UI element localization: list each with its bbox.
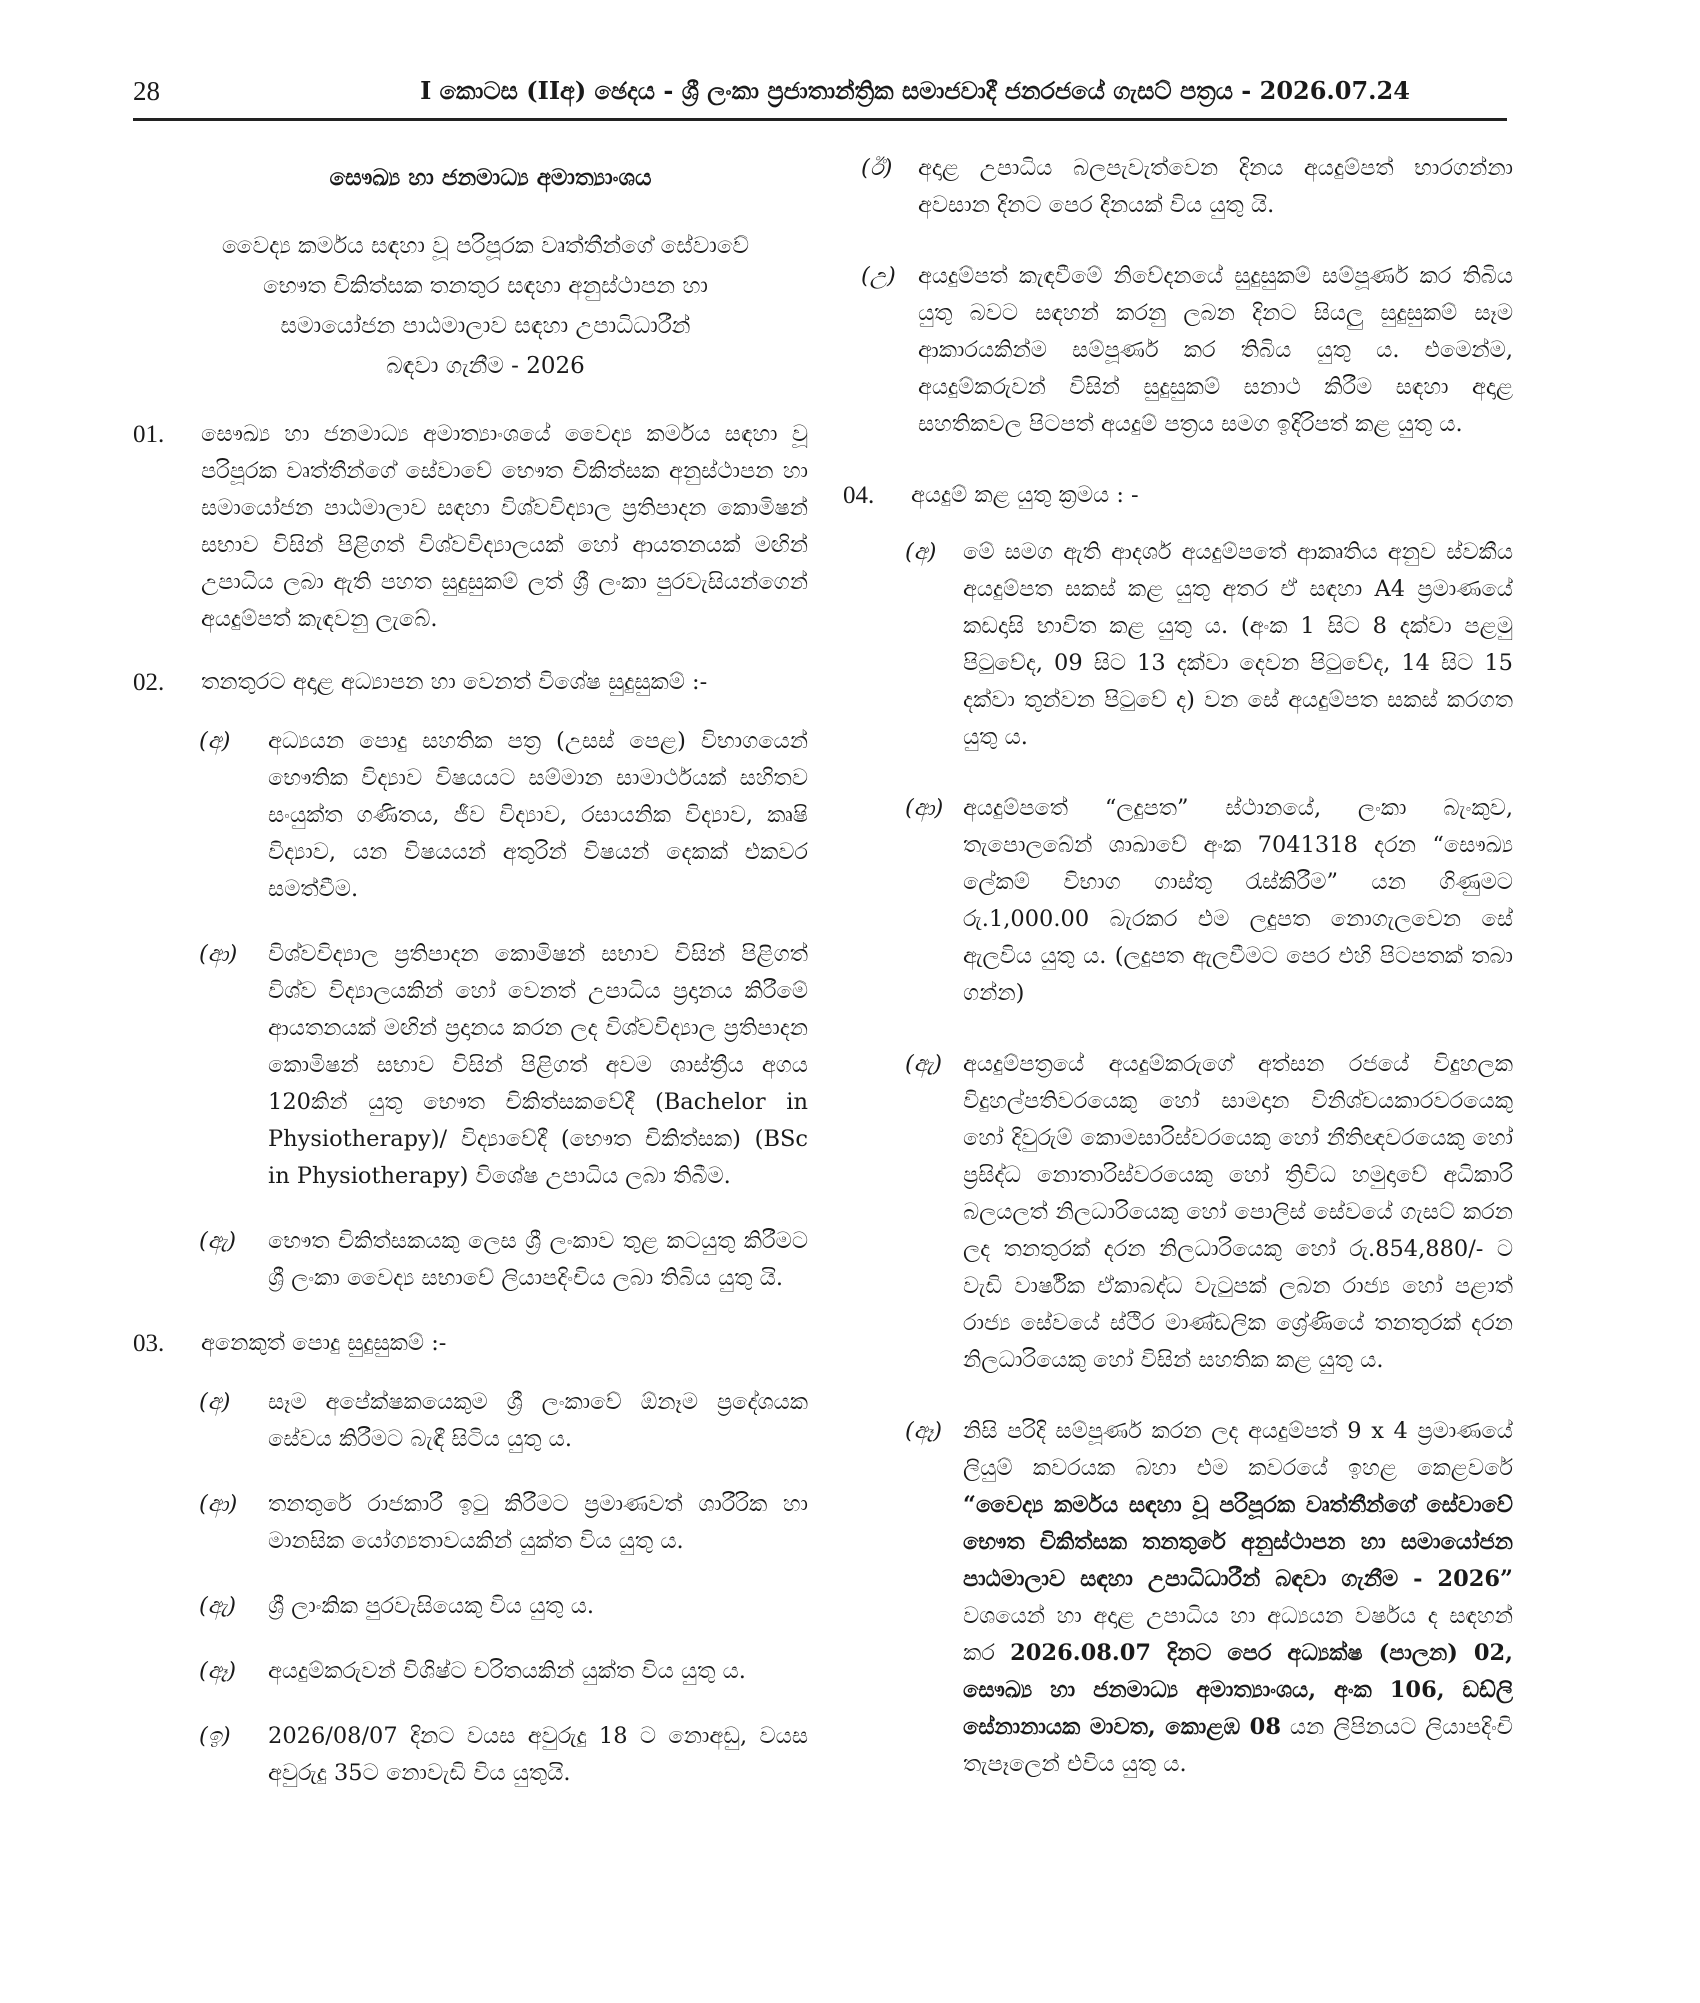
item-marker: (ආ) xyxy=(199,941,238,967)
item-text: අධ්‍යයන පොදු සහතික පත්‍ර (උසස් පෙළ) විභාගයෙන් භෞතික විද්‍යාව විෂයයට සම්මාන සාමාර්ථයක් සහිතව සංයුක්ත ගණිතය, ජීව විද්‍යාව, රසායනික විද්‍යාව, කෘෂි විද්‍යාව, යන විෂයයන් අතුරින් විෂයන් දෙකක් එකවර සමත්වීම. xyxy=(268,728,808,902)
section-04 xyxy=(843,477,1513,1783)
item-marker: (ඇ) xyxy=(199,1228,237,1254)
page-header xyxy=(133,72,1507,116)
item-marker: (උ) xyxy=(861,263,896,289)
section-heading: අයදුම් කළ යුතු ක්‍රමය : - xyxy=(911,482,1139,508)
page-number: 28 xyxy=(133,76,160,106)
item-text: 2026/08/07 දිනට වයස අවුරුදු 18 ට නොඅඩු, වයස අවුරුදු 35ට නොවැඩි විය යුතුයි. xyxy=(268,1723,808,1786)
section-03 xyxy=(133,1325,808,1792)
item-marker: (ආ) xyxy=(905,795,944,821)
left-column xyxy=(133,150,808,1820)
postal-address: 2026.08.07 දිනට පෙර අධ්‍යක්ෂ (පාලන) 02, සෞඛ්‍ය හා ජනමාධ්‍ය අමාත්‍යාංශය, අංක 106, ඩඩ්ලි සේනානායක මාවත, කොළඹ 08 xyxy=(963,1640,1514,1740)
section-02 xyxy=(133,664,808,1297)
list-item xyxy=(133,1384,808,1458)
right-column xyxy=(843,150,1513,1817)
item-text: තනතුරේ රාජකාරී ඉටු කිරීමට ප්‍රමාණවත් ශාරීරික හා මානසික යෝග්‍යතාවයකින් යුක්ත විය යුතු ය. xyxy=(268,1491,808,1554)
list-item xyxy=(843,534,1513,756)
notice-title-line: සමායෝජන පාඨමාලාව සඳහා උපාධිධාරීන් xyxy=(280,313,691,339)
list-item xyxy=(133,723,808,908)
list-item xyxy=(133,1718,808,1792)
list-item xyxy=(133,1223,808,1297)
item-marker: (ඈ) xyxy=(905,1418,943,1444)
item-marker: (ඇ) xyxy=(199,1593,237,1619)
envelope-caption: “වෛද්‍ය කර්මය සඳහා වූ පරිපූරක වෘත්තීන්ගේ සේවාවේ භෞත චිකිත්සක තනතුරේ අනුස්ථාපන හා සමායෝජන පාඨමාලාව සඳහා උපාධිධාරීන් බඳවා ගැනීම - 2026” xyxy=(963,1492,1513,1592)
notice-title xyxy=(133,226,808,386)
section-number: 01. xyxy=(133,421,165,448)
ministry-name: සෞඛ්‍ය හා ජනමාධ්‍ය අමාත්‍යාංශය xyxy=(329,164,652,191)
section-01 xyxy=(133,416,808,638)
item-text: අයදුම්පත් කැඳවීමේ නිවේදනයේ සුදුසුකම් සම්පූර්ණ කර තිබිය යුතු බවට සඳහන් කරනු ලබන දිනට සියලු සුදුසුකම් සෑම ආකාරයකින්ම සම්පූර්ණ කර තිබිය යුතු ය. එමෙන්ම, අයදුම්කරුවන් විසින් සුදුසුකම් සනාථ කිරීම සඳහා අදාළ සහතිකවල පිටපත් අයදුම් පත්‍රය සමග ඉදිරිපත් කළ යුතු ය. xyxy=(918,263,1513,437)
list-item xyxy=(133,1588,808,1625)
item-text: අයදුම්පතේ “ලදුපත” ස්ථානයේ, ලංකා බැංකුව, තැපොලබේන් ශාඛාවේ අංක 7041318 දරන “සෞඛ්‍ය ලේකම් විභාග ගාස්තු රැස්කිරීම” යන ගිණුමට රු.1,000.00 බැරකර එම ලදුපත නොගැලවෙන සේ ඇලවිය යුතු ය. (ලදුපත ඇලවීමට පෙර එහි පිටපතක් තබා ගන්න) xyxy=(963,795,1513,1006)
item-marker: (ඊ) xyxy=(861,155,893,181)
item-text: වශයෙන් හා අදාළ උපාධිය හා අධ්‍යයන වර්ෂය ද සඳහන් කර xyxy=(963,1603,1513,1666)
section-text: සෞඛ්‍ය හා ජනමාධ්‍ය අමාත්‍යාංශයේ වෛද්‍ය කර්මය සඳහා වූ පරිපූරක වෘත්තීන්ගේ සේවාවේ භෞත චිකිත්සක අනුස්ථාපන හා සමායෝජන පාඨමාලාව සඳහා විශ්වවිද්‍යාල ප්‍රතිපාදන කොමිෂන් සභාව විසින් පිළිගත් විශ්වවිද්‍යාලයක් හෝ ආයතනයක් මඟින් උපාධිය ලබා ඇති පහත සුදුසුකම් ලත් ශ්‍රී ලංකා පුරවැසියන්ගෙන් අයදුම්පත් කැඳවනු ලැබේ. xyxy=(201,421,808,632)
list-item xyxy=(133,1653,808,1690)
list-item xyxy=(843,258,1513,443)
item-marker: (අ) xyxy=(905,539,937,565)
item-text: අයදුම්පත්‍රයේ අයදුම්කරුගේ අත්සන රජයේ විදුහලක විදුහල්පතිවරයෙකු හෝ සාමදාන විනිශ්චයකාරවරයෙකු හෝ දිවුරුම් කොමසාරිස්වරයෙකු හෝ නීතිඥවරයෙකු හෝ ප්‍රසිද්ධ නොතාරිස්වරයෙකු හෝ ත්‍රිවිධ හමුදාවේ අධිකාරි බලයලත් නිලධාරියෙකු හෝ පොලිස් සේවයේ ගැසට් කරන ලද තනතුරක් දරන නිලධාරියෙකු හෝ රු.854,880/- ට වැඩි වාර්ෂික ඒකාබද්ධ වැටුපක් ලබන රාජ්‍ය හෝ පළාත් රාජ්‍ය සේවයේ ස්ථිර මාණ්ඩලික ශ්‍රේණියේ තනතුරක් දරන නිලධාරියෙකු හෝ විසින් සහතික කළ යුතු ය. xyxy=(963,1051,1513,1373)
section-number: 04. xyxy=(843,482,875,509)
list-item xyxy=(133,1486,808,1560)
item-text: යන ලිපිනයට ලියාපදිංචි තැපෑලෙන් එවිය යුතු ය. xyxy=(963,1714,1513,1777)
list-item xyxy=(843,790,1513,1012)
item-marker: (ආ) xyxy=(199,1491,238,1517)
item-marker: (ඈ) xyxy=(199,1658,237,1684)
notice-title-line: භෞත චිකිත්සක තනතුර සඳහා අනුස්ථාපන හා xyxy=(263,273,708,299)
section-heading: අනෙකුත් පොදු සුදුසුකම් :- xyxy=(201,1330,447,1356)
header-rule xyxy=(133,118,1507,121)
item-text: ශ්‍රී ලාංකික පුරවැසියෙකු විය යුතු ය. xyxy=(268,1593,595,1619)
item-text: අදාළ උපාධිය බලපැවැත්වෙන දිනය අයදුම්පත් භාරගන්නා අවසාන දිනට පෙර දිනයක් විය යුතු යි. xyxy=(918,155,1513,218)
item-text: භෞත චිකිත්සකයකු ලෙස ශ්‍රී ලංකාව තුළ කටයුතු කිරීමට ශ්‍රී ලංකා වෛද්‍ය සභාවේ ලියාපදිංචිය ලබා තිබිය යුතු යි. xyxy=(268,1228,808,1291)
item-text: සෑම අපේක්ෂකයෙකුම ශ්‍රී ලංකාවේ ඕනෑම ප්‍රදේශයක සේවය කිරීමට බැඳී සිටිය යුතු ය. xyxy=(268,1389,808,1452)
item-marker: (අ) xyxy=(199,728,231,754)
list-item xyxy=(843,150,1513,224)
item-marker: (ඇ) xyxy=(905,1051,943,1077)
notice-title-line: බඳවා ගැනීම - 2026 xyxy=(386,353,585,379)
gazette-header-title: I කොටස (IIඅ) ඡෙදය - ශ්‍රී ලංකා ප්‍රජාතාන්ත්‍රික සමාජවාදී ජනරජයේ ගැසට් පත්‍රය - 2026.07.24 xyxy=(420,76,1410,105)
item-text: විශ්වවිද්‍යාල ප්‍රතිපාදන කොමිෂන් සභාව විසින් පිළිගත් විශ්ව විද්‍යාලයකින් හෝ වෙනත් උපාධිය ප්‍රදානය කිරීමේ ආයතනයක් මඟින් ප්‍රදානය කරන ලද විශ්වවිද්‍යාල ප්‍රතිපාදන කොමිෂන් සභාව විසින් පිළිගත් අවම ශාස්ත්‍රීය අගය 120කින් යුතු භෞත චිකිත්සකවේදී (Bachelor in Physiotherapy)/ විද්‍යාවේදී (භෞත චිකිත්සක) (BSc in Physiotherapy) විශේෂ උපාධිය ලබා තිබීම. xyxy=(268,941,808,1189)
item-text: මේ සමග ඇති ආදර්ශ අයදුම්පතේ ආකෘතිය අනුව ස්වකීය අයදුම්පත සකස් කළ යුතු අතර ඒ සඳහා A4 ප්‍රමාණයේ කඩදාසි භාවිත කළ යුතු ය. (අංක 1 සිට 8 දක්වා පළමු පිටුවේද, 09 සිට 13 දක්වා දෙවන පිටුවේද, 14 සිට 15 දක්වා තුන්වන පිටුවේ ද) වන සේ අයදුම්පත සකස් කරගත යුතු ය. xyxy=(963,539,1513,750)
list-item xyxy=(843,1046,1513,1379)
item-text: නිසි පරිදි සම්පූර්ණ කරන ලද අයදුම්පත් 9 x 4 ප්‍රමාණයේ ලියුම් කවරයක බහා එම කවරයේ ඉහළ කෙළවරේ xyxy=(963,1418,1513,1481)
notice-title-line: වෛද්‍ය කර්මය සඳහා වූ පරිපූරක වෘත්තීන්ගේ සේවාවේ xyxy=(221,233,750,259)
section-number: 02. xyxy=(133,669,165,696)
item-marker: (ඉ) xyxy=(199,1723,231,1749)
item-marker: (අ) xyxy=(199,1389,231,1415)
section-number: 03. xyxy=(133,1330,165,1357)
section-heading: තනතුරට අදාළ අධ්‍යාපන හා වෙනත් විශේෂ සුදුසුකම් :- xyxy=(201,669,708,695)
list-item xyxy=(133,936,808,1195)
list-item xyxy=(843,1413,1513,1783)
item-text: අයදුම්කරුවන් විශිෂ්ට චරිතයකින් යුක්ත විය යුතු ය. xyxy=(268,1658,746,1684)
